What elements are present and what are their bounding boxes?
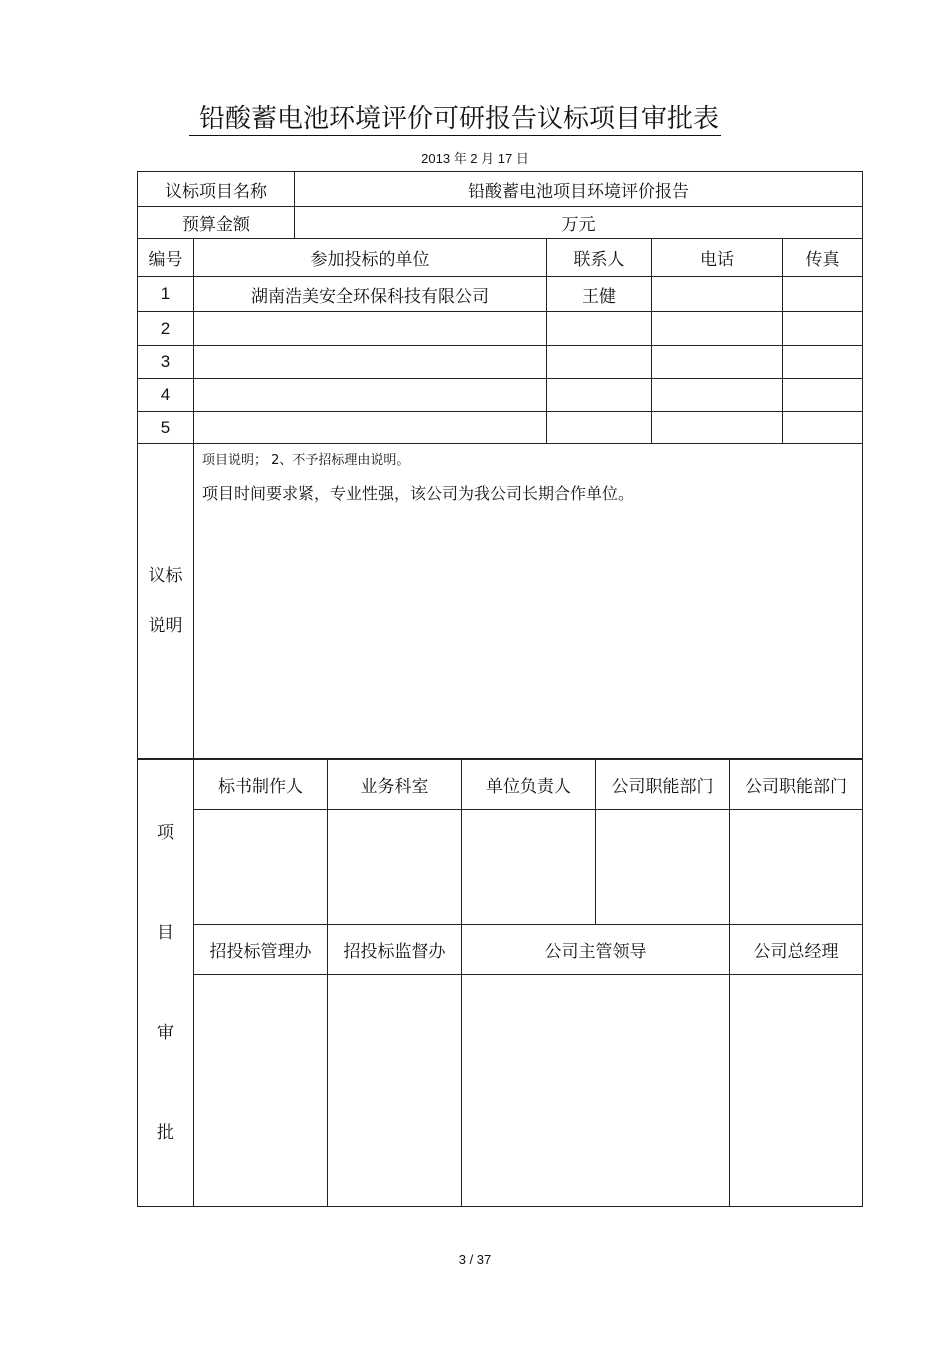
row-unit [194,346,547,379]
approver-bidding-office: 招投标管理办 [194,925,328,975]
header-number: 编号 [138,239,194,277]
table-row [138,379,863,412]
row-unit [194,379,547,412]
bidders-table [137,238,863,759]
row-fax [783,312,863,346]
project-info-table [137,171,863,239]
row-phone [652,312,783,346]
note-line-1: 项目说明； 2、不予招标理由说明。 [202,453,410,468]
header-unit: 参加投标的单位 [194,239,547,277]
row-phone [652,412,783,444]
row-fax [783,277,863,312]
signature-box [730,975,863,1207]
row-phone [652,277,783,312]
approval-label-char2: 目 [157,923,174,943]
row-number: 1 [138,277,194,312]
row-phone [652,346,783,379]
bidders-header-row [138,239,863,277]
explanation-row [138,444,863,759]
header-fax: 传真 [783,239,863,277]
approval-label [138,760,194,1207]
approval-table [137,759,863,1207]
signature-box [194,810,328,925]
approver-unit-head: 单位负责人 [462,760,596,810]
row-unit [194,412,547,444]
approver-leader: 公司主管领导 [462,925,730,975]
signature-box [194,975,328,1207]
approver-tender-preparer: 标书制作人 [194,760,328,810]
signature-box [730,810,863,925]
row-fax [783,412,863,444]
signature-row-1 [138,810,863,925]
signature-row-2 [138,975,863,1207]
explanation-label-line2: 说明 [148,616,183,636]
project-name-value: 铅酸蓄电池项目环境评价报告 [295,172,863,207]
approval-label-char1: 项 [157,823,174,843]
table-row [138,346,863,379]
header-phone: 电话 [652,239,783,277]
signature-box [596,810,730,925]
table-row [138,277,863,312]
budget-value: 万元 [295,207,863,239]
explanation-label [138,444,194,759]
row-fax [783,379,863,412]
explanation-notes [194,444,863,759]
budget-label: 预算金额 [138,207,295,239]
row-fax [783,346,863,379]
row-unit [194,312,547,346]
note-line-2: 项目时间要求紧，专业性强，该公司为我公司长期合作单位。 [202,484,635,503]
row-number: 2 [138,312,194,346]
signature-box [462,810,596,925]
project-name-label: 议标项目名称 [138,172,295,207]
row-contact [547,346,652,379]
signature-box [328,975,462,1207]
approver-functional-dept-1: 公司职能部门 [596,760,730,810]
form-title: 铅酸蓄电池环境评价可研报告议标项目审批表 [0,102,910,136]
table-row [138,412,863,444]
header-contact: 联系人 [547,239,652,277]
page-number: 3 / 37 [458,1252,492,1267]
approver-general-manager: 公司总经理 [730,925,863,975]
approver-business-dept: 业务科室 [328,760,462,810]
row-number: 4 [138,379,194,412]
row-number: 5 [138,412,194,444]
row-contact [547,312,652,346]
row-contact [547,412,652,444]
row-phone [652,379,783,412]
row-unit: 湖南浩美安全环保科技有限公司 [194,277,547,312]
row-number: 3 [138,346,194,379]
row-contact: 王健 [547,277,652,312]
form-date: 2013 年 2 月 17 日 [421,151,529,166]
row-contact [547,379,652,412]
table-row [138,312,863,346]
signature-box [462,975,730,1207]
approval-label-char3: 审 [157,1023,174,1043]
approver-functional-dept-2: 公司职能部门 [730,760,863,810]
signature-box [328,810,462,925]
explanation-label-line1: 议标 [148,566,183,586]
approver-bidding-supervision: 招投标监督办 [328,925,462,975]
approval-label-char4: 批 [157,1123,174,1143]
